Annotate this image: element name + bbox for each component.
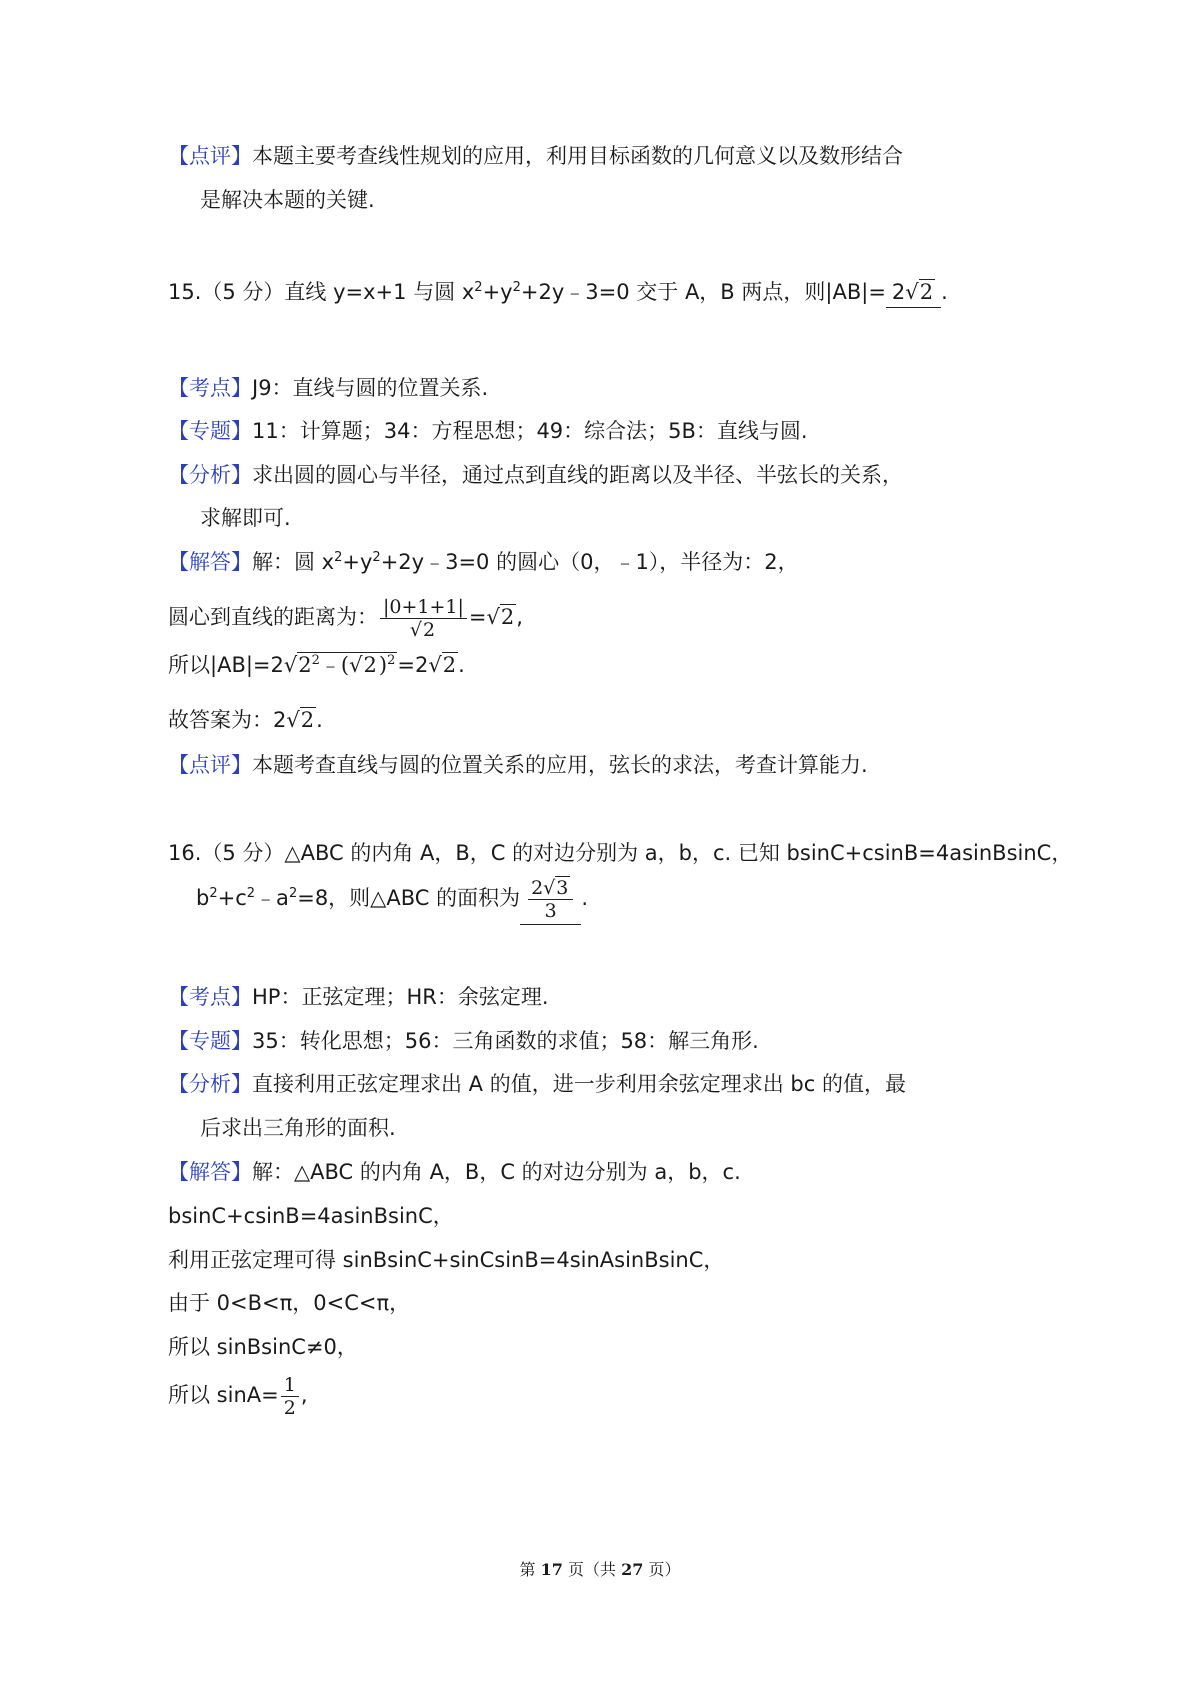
page-number: 17	[540, 1560, 563, 1579]
q16-question-line1: 16.（5 分）△ABC 的内角 A，B，C 的对边分别为 a，b，c. 已知 bsinC+csinB=4asinBsinC，	[168, 841, 1073, 865]
q15-kaodian: 【考点】J9：直线与圆的位置关系.	[168, 376, 489, 400]
prev-comment-line1: 【点评】本题主要考查线性规划的应用，利用目标函数的几何意义以及数形结合	[168, 144, 903, 168]
q16-fenxi-line2: 后求出三角形的面积.	[200, 1116, 396, 1140]
q16-solution-line1: 【解答】解：△ABC 的内角 A，B，C 的对边分别为 a，b，c.	[168, 1160, 741, 1184]
tag-dianping: 【点评】	[168, 144, 252, 168]
sinA-fraction: $\frac{1}{2}$	[281, 1374, 299, 1419]
q15-solution-line3: 所以$|AB|=2√2^2﹣(√2)^2=2√2$.	[168, 653, 465, 677]
q16-solution-line5: 所以 sinBsinC≠0，	[168, 1335, 358, 1359]
prev-comment-line2: 是解决本题的关键.	[200, 188, 375, 212]
page-footer: 第 17 页（共 27 页）	[519, 1560, 681, 1579]
page-total: 27	[621, 1560, 644, 1579]
q16-fenxi-line1: 【分析】直接利用正弦定理求出 A 的值，进一步利用余弦定理求出 bc 的值，最	[168, 1072, 906, 1096]
q16-question-line2: $b^2+c^2﹣a^2=8$，则△ABC 的面积为 $\frac{2√3}{3}$ .	[196, 872, 588, 925]
q15-answer-blank: 2√2	[886, 277, 941, 308]
q16-solution-line3: 利用正弦定理可得 sinBsinC+sinCsinB=4sinAsinBsinC，	[168, 1248, 725, 1272]
q15-fenxi-line1: 【分析】求出圆的圆心与半径，通过点到直线的距离以及半径、半弦长的关系，	[168, 463, 903, 487]
q15-answer: 故答案为：2√2.	[168, 708, 323, 732]
q15-question: 15.（5 分）直线 y=x+1 与圆 $x^2+y^2+2y﹣3=0$ 交于 A，B 两点，则|AB|= 2√2 .	[168, 277, 948, 308]
q15-fenxi-line2: 求解即可.	[200, 506, 291, 530]
q16-solution-line6: 所以 sinA= $\frac{1}{2}$ ,	[168, 1373, 308, 1419]
q15-zhuanti: 【专题】11：计算题；34：方程思想；49：综合法；5B：直线与圆.	[168, 419, 808, 443]
q15-solution-line2: 圆心到直线的距离为： $\frac{|0+1+1|}{√2}$ =√2,	[168, 595, 523, 641]
q15-solution-line1: 【解答】解：圆 $x^2+y^2+2y﹣3=0$ 的圆心（0，﹣1），半径为：2，	[168, 550, 799, 574]
q16-kaodian: 【考点】HP：正弦定理；HR：余弦定理.	[168, 985, 549, 1009]
q16-answer-blank: $\frac{2√3}{3}$	[520, 872, 581, 925]
chord-radical: $√2^2﹣(√2)^2$	[283, 653, 396, 677]
q16-solution-line4: 由于 0<B<π，0<C<π，	[168, 1291, 411, 1315]
q16-zhuanti: 【专题】35：转化思想；56：三角函数的求值；58：解三角形.	[168, 1029, 759, 1053]
distance-fraction: $\frac{|0+1+1|}{√2}$	[380, 596, 467, 641]
q16-solution-line2: bsinC+csinB=4asinBsinC，	[168, 1204, 454, 1228]
q15-dianping: 【点评】本题考查直线与圆的位置关系的应用，弦长的求法，考查计算能力.	[168, 753, 868, 777]
